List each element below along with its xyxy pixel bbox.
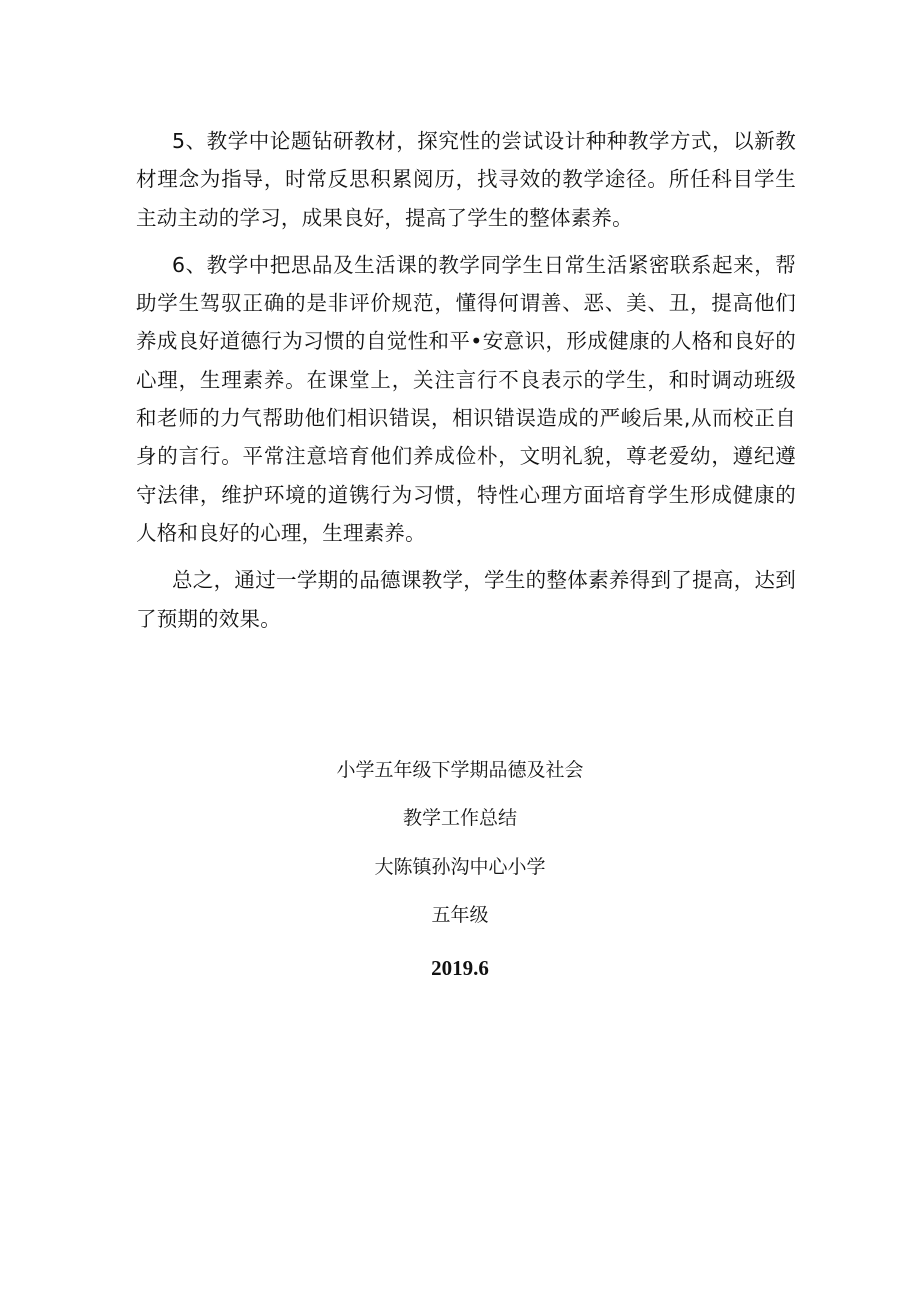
document-date: 2019.6 bbox=[431, 956, 489, 980]
paragraph-summary: 总之，通过一学期的品德课教学，学生的整体素养得到了提高，达到了预期的效果。 bbox=[136, 568, 796, 631]
school-name: 大陈镇孙沟中心小学 bbox=[374, 856, 546, 878]
paragraph-5: 5、教学中论题钻研教材，探究性的尝试设计种种教学方式，以新教材理念为指导，时常反思积累阅历，找寻效的教学途径。所任科目学生主动主动的学习，成果良好，提高了学生的整体素养。 bbox=[136, 129, 796, 230]
document-title-line1: 小学五年级下学期品德及社会 bbox=[336, 759, 584, 781]
document-title-line2: 教学工作总结 bbox=[402, 807, 517, 829]
grade-label: 五年级 bbox=[431, 904, 489, 926]
document-body bbox=[136, 122, 796, 647]
paragraph-6: 6、教学中把思品及生活课的教学同学生日常生活紧密联系起来，帮助学生驾驭正确的是非评价规范，懂得何谓善、恶、美、丑，提高他们养成良好道德行为习惯的自觉性和平•安意识，形成健康的人格和良好的心理，生理素养。在课堂上，关注言行不良表示的学生，和时调动班级和老师的力气帮助他们相识错误，相识错误造成的严峻后果,从而校正自身的言行。平常注意培育他们养成俭朴，文明礼貌，尊老爱幼，遵纪遵守法律，维护环境的道镌行为习惯，特性心理方面培育学生形成健康的人格和良好的心理，生理素养。 bbox=[136, 252, 796, 545]
